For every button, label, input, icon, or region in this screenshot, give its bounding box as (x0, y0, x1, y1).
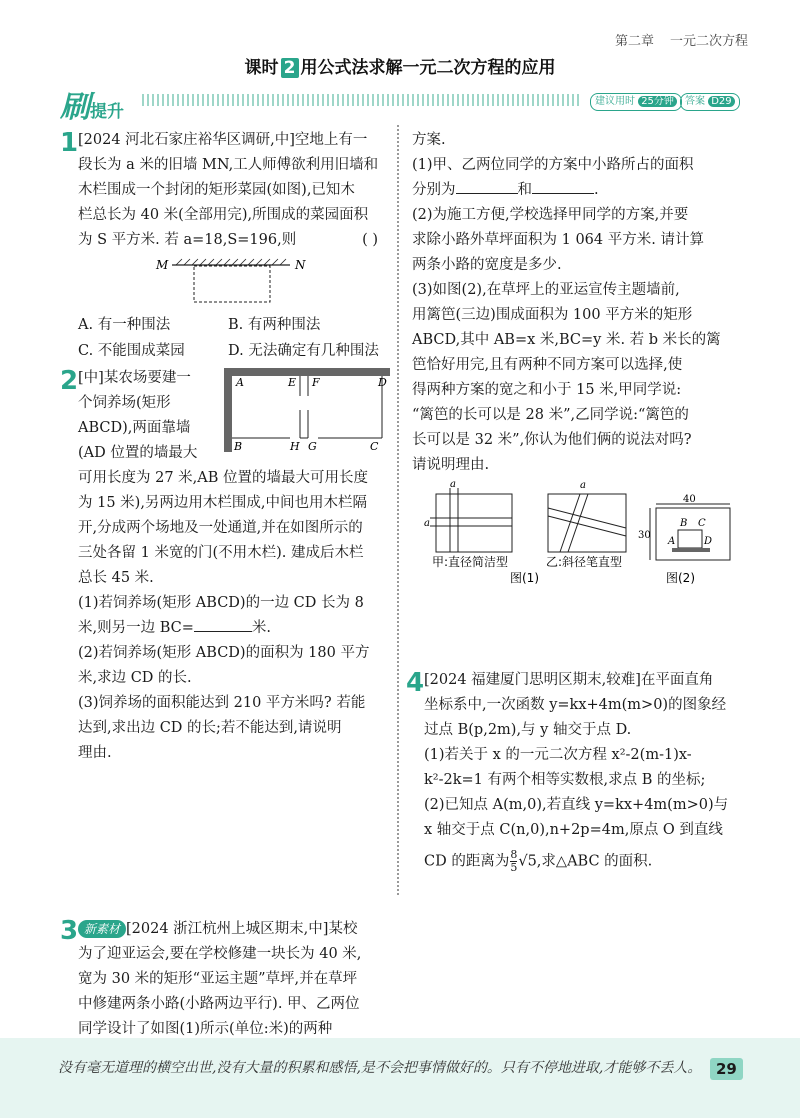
label-C: C (698, 518, 706, 529)
label-C: C (370, 440, 379, 453)
q2-sub1-blank-line (78, 616, 388, 641)
question-3-number: 3 (60, 916, 79, 946)
label-H: H (290, 440, 300, 453)
brand-logo (60, 82, 124, 126)
q4-line: k²-2k=1 有两个相等实数根,求点 B 的坐标; (424, 772, 706, 788)
q3-sub2: (2)为施工方便,学校选择甲同学的方案,并要 (412, 207, 689, 223)
footer-quote: 没有毫无道理的横空出世,没有大量的积累和感悟,是不会把事情做好的。只有不停地进取,才能够不丢人。 (58, 1060, 702, 1076)
q2-line: 三处各留 1 米宽的门(不用木栏). 建成后木栏 (78, 545, 364, 561)
q3-sub3: ABCD,其中 AB=x 米,BC=y 米. 若 b 米长的篱 (412, 332, 721, 348)
lesson-title (0, 53, 800, 78)
label-F: F (312, 376, 320, 389)
answer-blank-1[interactable] (456, 179, 518, 194)
wall-top (224, 368, 390, 376)
q3-sub3: 得两种方案的宽之和小于 15 米,甲同学说: (412, 382, 682, 398)
chapter-header (615, 30, 748, 49)
answer-page: D29 (708, 96, 734, 107)
figure-jia (424, 479, 512, 552)
q4-line: 过点 B(p,2m),与 y 轴交于点 D. (424, 722, 632, 738)
q3-line: 同学设计了如图(1)所示(单位:米)的两种 (78, 1021, 333, 1037)
q3-line: 中修建两条小路(小路两边平行). 甲、乙两位 (78, 996, 360, 1012)
option-a[interactable]: A. 有一种围法 (78, 317, 171, 333)
q3-figures (420, 478, 740, 590)
answer-bracket: ( ) (362, 232, 378, 248)
q2-line: ABCD),两面靠墙 (78, 420, 191, 436)
time-label: 建议用时 (595, 96, 635, 107)
question-2-number: 2 (60, 366, 79, 396)
label-E: E (288, 376, 297, 389)
q3-sub3: “篱笆的长可以是 28 米”,乙同学说:“篱笆的 (412, 407, 689, 423)
question-2-body (78, 466, 388, 766)
fraction-numerator: 8 (510, 848, 518, 861)
question-4-text (424, 668, 749, 875)
q4-line: x 轴交于点 C(n,0),n+2p=4m,原点 O 到直线 (424, 822, 723, 838)
lesson-number: 2 (281, 58, 299, 78)
q1-line-last: 为 S 平方米. 若 a=18,S=196,则 (78, 232, 297, 248)
q2-sub3: 理由. (78, 745, 112, 761)
label-A: A (668, 536, 676, 547)
label-40: 40 (683, 494, 696, 505)
q2-line: 可用长度为 27 米,AB 位置的墙最大可用长度 (78, 470, 369, 486)
label-a-yi: a (580, 480, 586, 491)
q3-line: 为了迎亚运会,要在学校修建一块长为 40 米, (78, 946, 362, 962)
label-D: D (378, 376, 387, 389)
question-4-number: 4 (406, 668, 425, 698)
label-N: N (295, 258, 306, 272)
answer-label: 答案 (685, 96, 705, 107)
brand-small: 提升 (90, 102, 124, 122)
decorative-stripe (142, 94, 582, 106)
lesson-prefix: 课时 (244, 58, 279, 78)
time-value: 25分钟 (638, 96, 677, 107)
q4-last-text-end: √5,求△ABC 的面积. (518, 853, 653, 870)
wall-hatching (176, 259, 286, 265)
question-3-continued (412, 128, 742, 478)
q3-sub3: 请说明理由. (412, 457, 490, 473)
q4-line: [2024 福建厦门思明区期末,较难]在平面直角 (424, 672, 714, 688)
q3-sub1-end: . (594, 182, 599, 198)
q3-sub1: (1)甲、乙两位同学的方案中小路所占的面积 (412, 157, 694, 173)
q2-line: 个饲养场(矩形 (78, 395, 171, 411)
q2-sub3: (3)饲养场的面积能达到 210 平方米吗? 若能 (78, 695, 366, 711)
q2-sub1: (1)若饲养场(矩形 ABCD)的一边 CD 长为 8 (78, 595, 364, 611)
figure-2 (638, 494, 730, 560)
label-B: B (234, 440, 243, 453)
q4-last-line (424, 849, 749, 875)
chapter-label: 第二章 (614, 34, 654, 49)
label-B: B (680, 518, 688, 529)
label-a-top: a (450, 479, 456, 490)
q2-sub2: (2)若饲养场(矩形 ABCD)的面积为 180 平方 (78, 645, 370, 661)
fraction (510, 849, 517, 874)
figure-yi (548, 480, 626, 552)
q3-line (78, 917, 393, 942)
q3-line: 宽为 30 米的矩形“亚运主题”草坪,并在草坪 (78, 971, 358, 987)
label-M: M (156, 258, 169, 272)
new-material-tag: 新素材 (78, 920, 126, 938)
q1-line: 栏总长为 40 米(全部用完),所围成的菜园面积 (78, 207, 369, 223)
label-G: G (308, 440, 317, 453)
q1-options (78, 312, 388, 364)
page-number: 29 (710, 1058, 743, 1080)
q1-line: [2024 河北石家庄裕华区调研,中]空地上有一 (78, 132, 368, 148)
q3-sub3: (3)如图(2),在草坪上的亚运宣传主题墙前, (412, 282, 680, 298)
q2-sub3: 达到,求出边 CD 的长;若不能达到,请说明 (78, 720, 342, 736)
q1-line: 木栏围成一个封闭的矩形菜园(如图),已知木 (78, 182, 355, 198)
q1-line (78, 228, 388, 253)
q2-sub2: 米,求边 CD 的长. (78, 670, 192, 686)
garden-rectangle (194, 266, 270, 302)
q3-sub3: 长可以是 32 米”,你认为他们俩的说法对吗? (412, 432, 692, 448)
q3-sub1-text: 分别为 (412, 182, 456, 198)
time-tag (590, 93, 682, 111)
q3-sub1-blanks (412, 178, 742, 203)
q4-line: (1)若关于 x 的一元二次方程 x²-2(m-1)x- (424, 747, 692, 763)
q2-figure (220, 366, 392, 456)
caption-jia: 甲:直径简洁型 (432, 555, 509, 569)
caption-yi: 乙:斜径笔直型 (546, 555, 623, 569)
label-D: D (704, 536, 713, 547)
label-a-left: a (424, 518, 430, 529)
fraction-denominator: 5 (510, 861, 518, 874)
q2-line: 总长 45 米. (78, 570, 154, 586)
wall-left (224, 368, 232, 452)
q2-sub1-unit: 米. (251, 620, 271, 636)
brand-big: 刷 (60, 90, 90, 125)
q1-figure (150, 255, 320, 310)
q3-sub2: 两条小路的宽度是多少. (412, 257, 562, 273)
lesson-title-text: 用公式法求解一元二次方程的应用 (300, 58, 556, 78)
question-2-intro (78, 366, 218, 466)
q2-sub1-text: 米,则另一边 BC= (78, 620, 194, 636)
answer-blank-2[interactable] (532, 179, 594, 194)
question-1-text (78, 128, 388, 253)
option-c[interactable]: C. 不能围成菜园 (78, 343, 185, 359)
q2-line: [中]某农场要建一 (78, 370, 191, 386)
q4-line: (2)已知点 A(m,0),若直线 y=kx+4m(m>0)与 (424, 797, 729, 813)
answer-tag[interactable] (680, 93, 740, 111)
answer-blank[interactable] (194, 617, 252, 632)
label-30: 30 (638, 530, 651, 541)
q3-sub3: 笆恰好用完,且有两种不同方案可以选择,使 (412, 357, 683, 373)
q1-line: 段长为 a 米的旧墙 MN,工人师傅欲利用旧墙和 (78, 157, 379, 173)
question-3-text (78, 917, 393, 1042)
label-A: A (236, 376, 244, 389)
question-1-number: 1 (60, 128, 79, 158)
q3-line-first: [2024 浙江杭州上城区期末,中]某校 (126, 921, 358, 937)
option-b[interactable]: B. 有两种围法 (228, 317, 321, 333)
q3-cont: 方案. (412, 132, 446, 148)
q3-sub3: 用篱笆(三边)围成面积为 100 平方米的矩形 (412, 307, 693, 323)
q2-line: 开,分成两个场地及一处通道,并在如图所示的 (78, 520, 363, 536)
q2-line: (AD 位置的墙最大 (78, 445, 198, 461)
column-divider (397, 125, 399, 895)
q4-last-text: CD 的距离为 (424, 853, 510, 870)
chapter-topic: 一元二次方程 (669, 34, 748, 49)
q4-line: 坐标系中,一次函数 y=kx+4m(m>0)的图象经 (424, 697, 727, 713)
q3-sub1-and: 和 (517, 182, 532, 198)
option-d[interactable]: D. 无法确定有几种围法 (228, 343, 379, 359)
q3-sub2: 求除小路外草坪面积为 1 064 平方米. 请计算 (412, 232, 704, 248)
caption-fig1: 图(1) (510, 571, 539, 585)
caption-fig2: 图(2) (666, 571, 695, 585)
q2-line: 为 15 米),另两边用木栏围成,中间也用木栏隔 (78, 495, 368, 511)
